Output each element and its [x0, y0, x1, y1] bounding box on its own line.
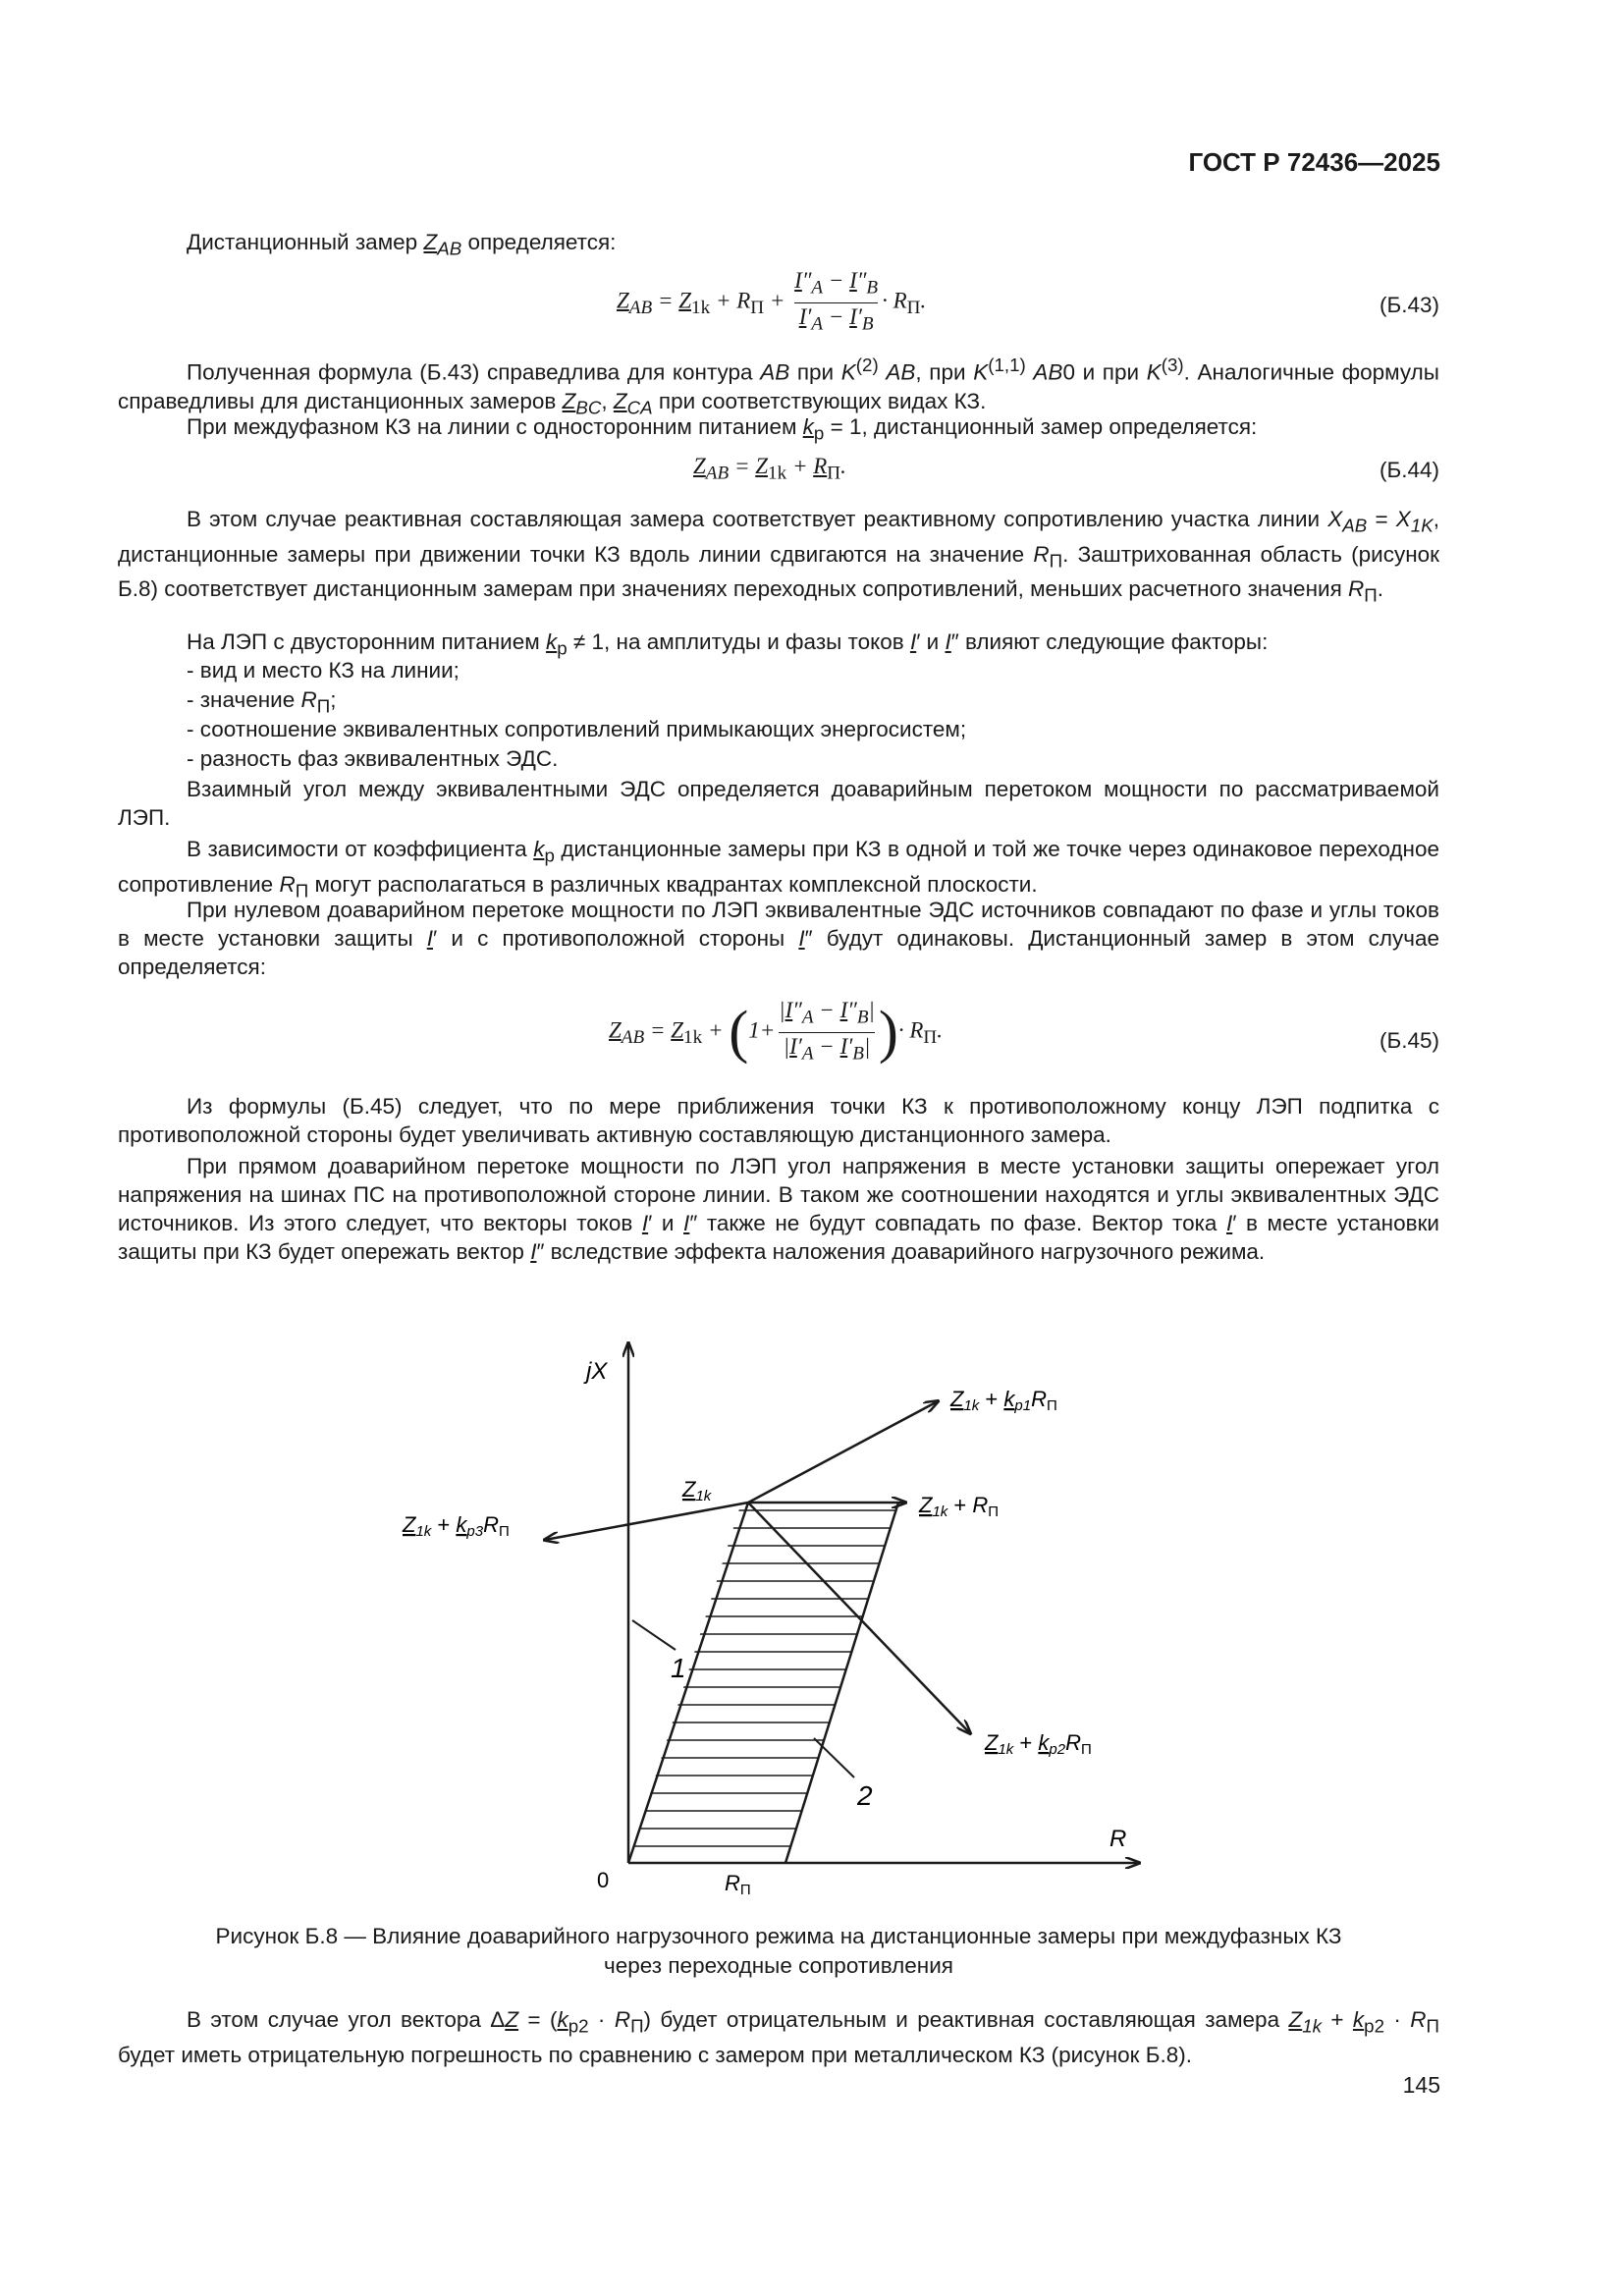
- paragraph-4: В этом случае реактивная составляющая замера соответствует реактивному сопротивлению участка линии $X_{AB} = X_{1K}$, дистанционные замеры при движении точки КЗ вдоль линии сдвигаются на значение $R_П$. Заштрихованная область (рисунок Б.8) соответствует дистанционным замерам при значениях переходных сопротивлений, меньших расчетного значения $R_П$.: [118, 507, 1439, 606]
- equation-number-b44: (Б.44): [1379, 458, 1439, 482]
- equation-number-b45: (Б.45): [1379, 1028, 1439, 1053]
- paragraph-2: Полученная формула (Б.43) справедлива для контура AB при $K^{(2)}$ AB, при K$^{(1,1)}$ AB0 и при $K^{(3)}$. Аналогичные формулы справедливы для дистанционных замеров $Z_{BC}$, $Z_{CA}$ при соответствующих видах КЗ.: [118, 355, 1439, 417]
- equation-b43: $Z_{AB} = Z_{1k} + R_П$ + $\frac{I''_A - I''_B}{I'_A - I'_B}$ · $R_П$.: [617, 268, 927, 335]
- paragraph-9: Из формулы (Б.45) следует, что по мере приближения точки КЗ к противоположному концу ЛЭП подпитка с противоположной стороны будет увеличивать активную составляющую дистанционного замера.: [118, 1094, 1439, 1147]
- figure-caption-line-2: через переходные сопротивления: [604, 1953, 953, 1978]
- boundary-rp-line: [785, 1503, 898, 1863]
- label-r: Z1k + RП: [919, 1493, 1000, 1520]
- leader-2: [814, 1738, 854, 1777]
- origin-label: 0: [597, 1868, 610, 1892]
- paragraph-11: В этом случае угол вектора $\Delta Z = (k_{р2} \cdot R_П)$ будет отрицательным и реактивная составляющая замера $Z_{1k} + k_{р2} \cdot R_П$ будет иметь отрицательную погрешность по сравнению с замером при металлическом КЗ (рисунок Б.8).: [118, 2007, 1439, 2067]
- vector-kp2: [748, 1503, 970, 1733]
- label-rp: RП: [725, 1871, 751, 1898]
- list-item-4: - разность фаз эквивалентных ЭДС.: [187, 746, 559, 771]
- paragraph-8: При нулевом доаварийном перетоке мощности по ЛЭП эквивалентные ЭДС источников совпадают по фазе и углы токов в месте установки защиты I′ и с противоположной стороны I″ будут одинаковы. Дистанционный замер в этом случае определяется:: [118, 898, 1439, 979]
- axis-x-label: R: [1109, 1826, 1127, 1852]
- equation-b45: $Z_{AB} = Z_{1k} + (1+$ $\frac{|I''_A - I''_B|}{|I'_A - I'_B|}$ )· $R_П$.: [609, 998, 943, 1065]
- line-1: [628, 1503, 748, 1863]
- marker-2: 2: [857, 1780, 873, 1811]
- figure-caption-line-1: Рисунок Б.8 — Влияние доаварийного нагрузочного режима на дистанционные замеры при междуфазных КЗ: [215, 1924, 1342, 1948]
- page-number: 145: [1402, 2072, 1440, 2098]
- equation-b44: $Z_{AB} = Z_{1k} + R_П$.: [693, 454, 846, 484]
- label-kp3: Z1k + kp3RП: [403, 1512, 510, 1540]
- vector-kp3: [545, 1503, 748, 1540]
- list-item-3: - соотношение эквивалентных сопротивлений примыкающих энергосистем;: [187, 717, 967, 741]
- label-kp1: Z1k + kp1RП: [950, 1387, 1057, 1414]
- leader-1: [632, 1620, 676, 1650]
- paragraph-5: На ЛЭП с двусторонним питанием $k_р \ne 1$, на амплитуды и фазы токов I′ и I″ влияют следующие факторы:: [187, 629, 1269, 659]
- list-item-2: - значение $R_П$;: [187, 687, 337, 717]
- standard-header: ГОСТ Р 72436—2025: [1188, 147, 1440, 177]
- axis-y-label: jX: [586, 1358, 608, 1385]
- paragraph-3: При междуфазном КЗ на линии с односторонним питанием $k_р = 1$, дистанционный замер определяется:: [187, 414, 1258, 444]
- vector-kp1: [748, 1401, 938, 1503]
- marker-1: 1: [671, 1653, 686, 1683]
- equation-number-b43: (Б.43): [1379, 293, 1439, 317]
- label-kp2: Z1k + kp2RП: [985, 1730, 1092, 1758]
- z1k-label: Z1k: [682, 1477, 712, 1504]
- paragraph-7: В зависимости от коэффициента $k_р$ дистанционные замеры при КЗ в одной и той же точке через одинаковое переходное сопротивление $R_П$ могут располагаться в различных квадрантах комплексной плоскости.: [118, 837, 1439, 901]
- paragraph-1: Дистанционный замер $Z_{AB}$ определяется:: [187, 230, 617, 259]
- paragraph-6: Взаимный угол между эквивалентными ЭДС определяется доаварийным перетоком мощности по рассматриваемой ЛЭП.: [118, 777, 1439, 830]
- paragraph-10: При прямом доаварийном перетоке мощности по ЛЭП угол напряжения в месте установки защиты опережает угол напряжения на шинах ПС на противоположной стороне линии. В таком же соотношении находятся и углы эквивалентных ЭДС источников. Из этого следует, что векторы токов I′ и I″ также не будут совпадать по фазе. Вектор тока I′ в месте установки защиты при КЗ будет опережать вектор I″ вследствие эффекта наложения доаварийного нагрузочного режима.: [118, 1154, 1439, 1264]
- list-item-1: - вид и место КЗ на линии;: [187, 658, 460, 683]
